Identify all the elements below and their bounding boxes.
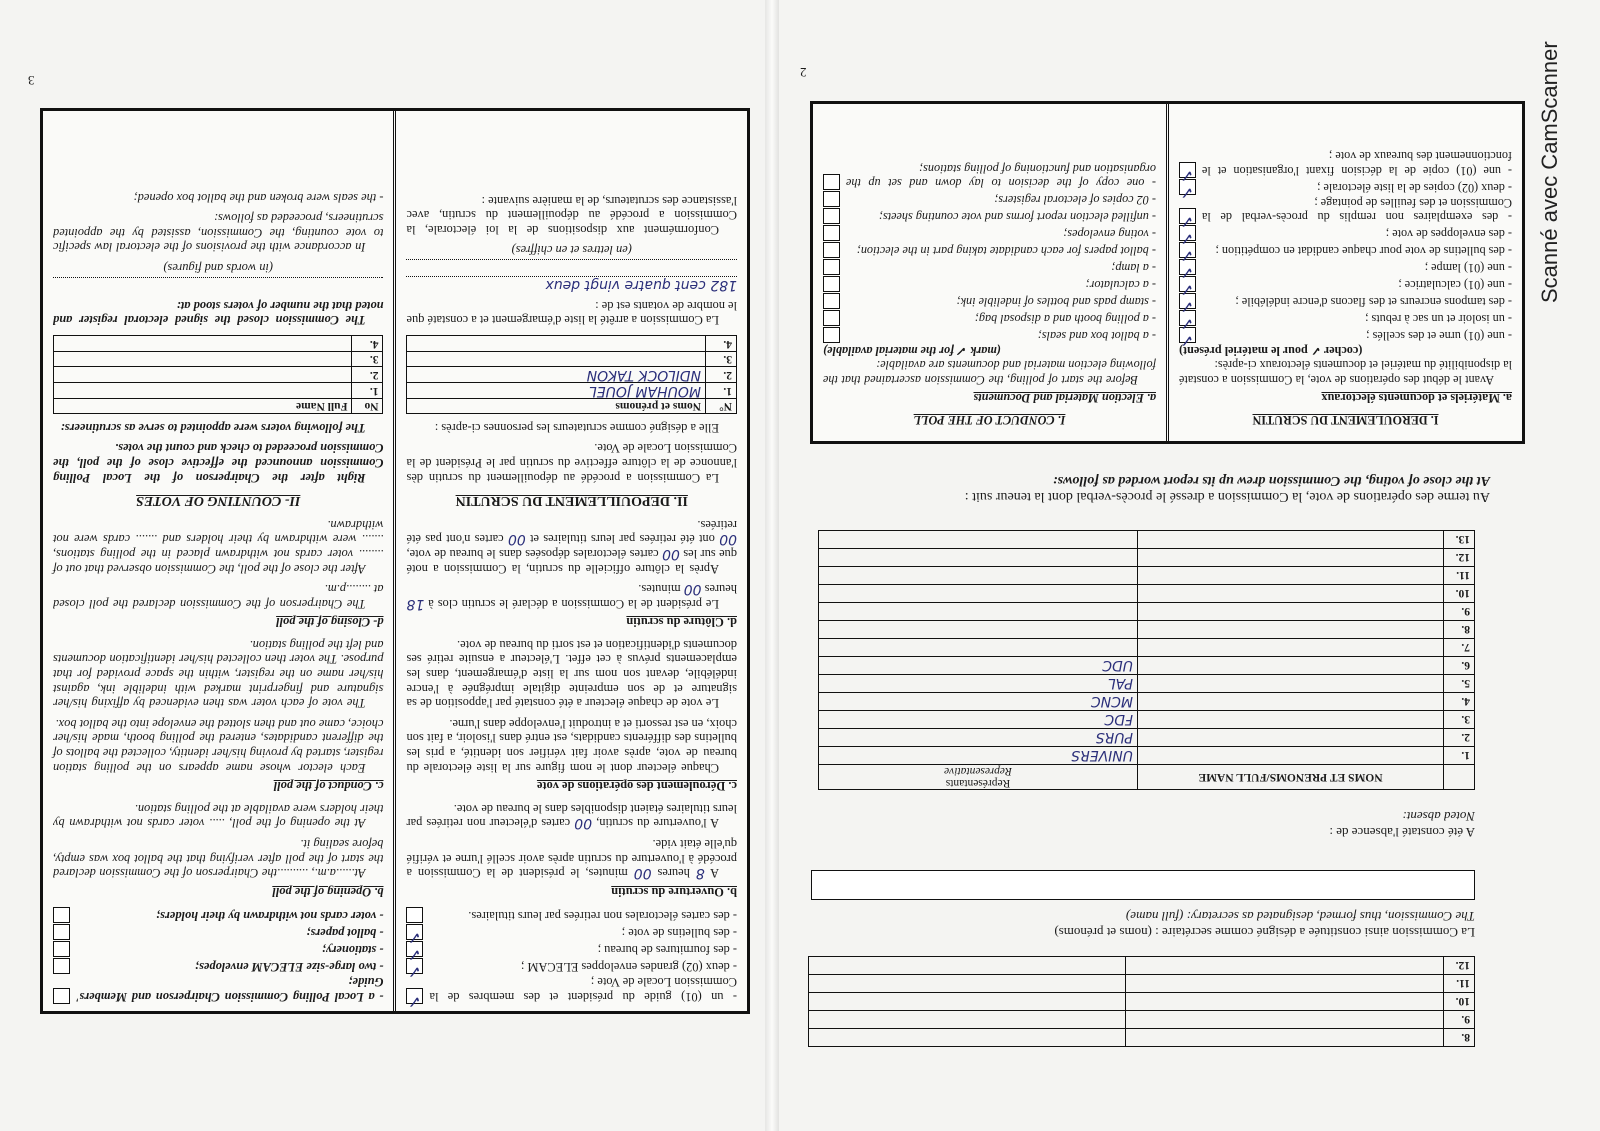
- table-row: [819, 639, 1475, 657]
- checklist-item-label: - des cartes électorales non retirées par leurs titulaires.: [468, 908, 737, 923]
- table-cell-rep[interactable]: [819, 531, 1138, 549]
- row-number: 5.: [1444, 675, 1475, 693]
- col-header-representative: Représentants Representative: [819, 765, 1138, 790]
- en-opening-p1: At......a.m., ..........the Chairperson of the Commission declared the start of the poll after verifying that the ballot box was empty, before sealing it.: [53, 837, 384, 881]
- checkbox-icon[interactable]: [823, 191, 840, 207]
- checklist-item: [1179, 310, 1512, 326]
- checked-checkbox-icon[interactable]: [1179, 208, 1196, 224]
- table-cell[interactable]: [809, 1011, 1127, 1029]
- table-row: [407, 383, 737, 399]
- row-number: 3.: [352, 351, 383, 367]
- table-cell-name[interactable]: [1138, 621, 1444, 639]
- checklist-item-label: - une (01) calculatrice ;: [1398, 277, 1512, 292]
- absent-label-fr: A été constaté l'absence de :: [1329, 825, 1475, 840]
- checklist-item: [823, 242, 1156, 258]
- report-intro-fr: Au terme des opérations de vote, la Commission a dressé le procès-verbal dont la teneur suit :: [964, 489, 1490, 504]
- table-cell[interactable]: [1126, 975, 1444, 993]
- table-row: [407, 351, 737, 367]
- checklist-item-label: - a calculator;: [1085, 277, 1156, 292]
- row-number: 4.: [706, 336, 737, 352]
- row-number: 2.: [706, 367, 737, 383]
- checklist-item: [407, 975, 738, 1004]
- checklist-item: [1179, 293, 1512, 309]
- table-cell-name[interactable]: [1138, 531, 1444, 549]
- en-closing-p2: After the close of the poll, the Commission observed that out of ........ voter cards not withdrawn placed in the polling stations, ....... were withdrawn by their holders and ....... cards were not withdrawn.: [53, 517, 384, 576]
- checklist-item: [1179, 276, 1512, 292]
- checkbox-icon[interactable]: [823, 225, 840, 241]
- table-cell-rep[interactable]: [819, 567, 1138, 585]
- table-row: [819, 729, 1475, 747]
- report-intro-en: At the close of voting, the Commission drew up its report worded as follows:: [1052, 473, 1490, 488]
- page-fold: [765, 0, 779, 1131]
- english-column: [43, 111, 397, 1011]
- checklist-item: [823, 310, 1156, 326]
- table-row: [809, 993, 1475, 1011]
- checklist-item-label: - un isoloir et un sac à rebuts ;: [1365, 311, 1512, 326]
- row-number: 3.: [1444, 711, 1475, 729]
- table-cell-rep[interactable]: UDC: [819, 657, 1138, 675]
- checklist-item: [1179, 196, 1512, 224]
- checklist-item: [1179, 259, 1512, 275]
- table-row: [809, 957, 1475, 975]
- en-counting-p1: Right after the Chairperson of the Local Polling Commission announced the effective close of the poll, the Commission proceeded to check and count the votes.: [53, 441, 384, 485]
- fr-final-text: Conformément aux dispositions de la loi électorale, la Commission a procédé au dépouillement du scrutin, avec l'assistance des scrutateurs, de la manière suivante :: [406, 193, 737, 237]
- fr-closing-p2: Après la clôture officielle du scrutin, la Commission a noté que sur les 00 cartes électorales déposées dans le bureau de vote, 00 ont été retirées par leurs titulaires et 00 cartes n'ont pas été retirées.: [406, 517, 737, 576]
- col-header-number: N°: [706, 398, 737, 414]
- fr-material-list: [407, 907, 738, 1004]
- checklist-item: [823, 276, 1156, 292]
- en-section-intro: Before the start of polling, the Commission ascertained that the following election material and documents are available:: [823, 358, 1156, 387]
- fr-opening-cards: A l'ouverture du scrutin, 00 cartes d'électeur non retirées par leurs titulaires étaient disponibles dans le bureau de vote.: [406, 801, 737, 832]
- secretary-field[interactable]: [811, 870, 1475, 900]
- checkbox-icon[interactable]: [407, 907, 424, 923]
- fr-conduct-title: c. Déroulement des opérations de vote: [536, 779, 737, 794]
- table-cell[interactable]: [1126, 993, 1444, 1011]
- en-conduct-title: c. Conduct of the poll: [273, 779, 384, 794]
- table-row: [819, 603, 1475, 621]
- table-cell[interactable]: [1126, 1011, 1444, 1029]
- col-header-name: Full Name: [54, 398, 353, 414]
- checklist-item-label: - des bulletins de vote pour chaque candidat en compétition ;: [1215, 243, 1512, 258]
- col-header-name: Noms et prénoms: [407, 398, 706, 414]
- fr-counting-p2: Elle a désigné comme scrutateurs les personnes ci-après :: [434, 420, 719, 435]
- checkbox-icon[interactable]: [53, 924, 70, 940]
- row-number: 13.: [1444, 531, 1475, 549]
- table-cell-rep[interactable]: [819, 585, 1138, 603]
- fr-opening-text: A 8 heures 00 minutes, le président de la Commission a procédé à l'ouverture du scrutin après avoir scellé l'urne et vérifié qu'elle était vide.: [406, 837, 737, 882]
- fr-opening-title: b. Ouverture du scrutin: [611, 884, 737, 899]
- checkbox-icon[interactable]: [823, 276, 840, 292]
- checklist-item-label: - des exemplaires non remplis du procès-verbal de la Commission et des feuilles de pointage ;: [1202, 195, 1512, 224]
- checkbox-icon[interactable]: [53, 907, 70, 923]
- checkbox-icon[interactable]: [823, 174, 840, 190]
- en-section-note: (mark ✓ for the material available): [823, 344, 1001, 359]
- row-number: 8.: [1444, 1029, 1475, 1047]
- checklist-item: [1179, 327, 1512, 343]
- col-header-full-name: NOMS ET PRENOMS/FULL NAME: [1138, 765, 1444, 790]
- checklist-item: [823, 162, 1156, 190]
- camscanner-watermark: Scanné avec CamScanner: [1537, 41, 1562, 303]
- table-cell-rep[interactable]: PURS: [819, 729, 1138, 747]
- checklist-item: [407, 941, 738, 957]
- checklist-item-label: - deux (02) grandes enveloppes ELECAM ;: [520, 959, 737, 974]
- table-cell-name[interactable]: [1138, 639, 1444, 657]
- fr-voters-note: (en lettres et en chiffres): [511, 243, 632, 258]
- checklist-item: [1179, 149, 1512, 177]
- checkbox-icon[interactable]: [823, 310, 840, 326]
- table-cell-name[interactable]: [407, 351, 706, 367]
- secretary-label-fr: La Commission ainsi constituée a désigné comme secrétaire : (noms et prénoms): [1054, 925, 1475, 940]
- table-cell[interactable]: [809, 957, 1127, 975]
- table-row: [819, 549, 1475, 567]
- en-material-checklist: [823, 162, 1156, 343]
- checkbox-icon[interactable]: [53, 958, 70, 974]
- checkbox-icon[interactable]: [53, 988, 70, 1004]
- table-row: [54, 383, 384, 399]
- table-cell-name[interactable]: [54, 367, 353, 383]
- en-section-title: I. CONDUCT OF THE POLL: [913, 413, 1066, 427]
- table-row: [819, 567, 1475, 585]
- row-number: 10.: [1444, 993, 1475, 1011]
- row-number: 4.: [352, 336, 383, 352]
- table-cell[interactable]: [1126, 957, 1444, 975]
- row-number: 2.: [352, 367, 383, 383]
- table-cell-rep[interactable]: PAL: [819, 675, 1138, 693]
- table-cell-rep[interactable]: [819, 621, 1138, 639]
- checklist-item-label: - a ballot box and seals;: [1037, 328, 1156, 343]
- en-closing-title: d- Closing of the poll: [276, 615, 384, 630]
- left-page: [40, 108, 750, 1014]
- checklist-item: [823, 225, 1156, 241]
- page-number-left: 3: [28, 73, 35, 88]
- en-final-item: - the seals were broken and the ballot box opened;: [133, 190, 384, 205]
- table-row: [54, 336, 384, 352]
- table-row: [819, 711, 1475, 729]
- row-number: 11.: [1444, 567, 1475, 585]
- checklist-item: [53, 924, 384, 940]
- secretary-label: [808, 908, 1475, 940]
- fr-voters-value[interactable]: 182 cent quatre vingt deux: [407, 276, 738, 292]
- table-cell-rep[interactable]: UNIVERS: [819, 747, 1138, 765]
- checklist-item: [823, 191, 1156, 207]
- table-row: [407, 336, 737, 352]
- fr-material-checklist: [1179, 149, 1512, 343]
- table-row: [809, 1011, 1475, 1029]
- table-cell-name[interactable]: [1138, 747, 1444, 765]
- checklist-item: [53, 907, 384, 923]
- row-number: 3.: [706, 351, 737, 367]
- table-cell-name[interactable]: NDILOCK TAKON: [407, 367, 706, 383]
- row-number: 2.: [1444, 729, 1475, 747]
- table-cell-name[interactable]: [54, 383, 353, 399]
- en-conduct-column: [813, 104, 1169, 441]
- en-section-subtitle: a. Election Material and Documents: [973, 390, 1156, 405]
- checklist-item-label: - ballot papers for each candidate taking part in the election;: [856, 243, 1156, 258]
- fr-section-title: I. DEROULEMENT DU SCRUTIN: [1252, 413, 1439, 427]
- row-number: 7.: [1444, 639, 1475, 657]
- row-number: 4.: [1444, 693, 1475, 711]
- checklist-item-label: - voter cards not withdrawn by their holders;: [155, 908, 384, 923]
- checklist-item-label: - a lamp;: [1111, 260, 1156, 275]
- table-row: [54, 367, 384, 383]
- table-cell-name[interactable]: [1138, 567, 1444, 585]
- row-number: 11.: [1444, 975, 1475, 993]
- checklist-item: [53, 958, 384, 974]
- en-conduct-p1: Each elector whose name appears on the polling station register, started by proving his/her identity, collected the ballots of the different candidates, entered the polling booth, made his/her choice, came out and then slotted the envelope into the ballot box.: [53, 716, 384, 775]
- checked-checkbox-icon[interactable]: [407, 924, 424, 940]
- en-material-list: [53, 907, 384, 1004]
- en-counting-p2: The following voters were appointed to serve as scrutineers:: [60, 420, 366, 435]
- checklist-item-label: - a polling booth and a disposal bag;: [974, 311, 1156, 326]
- table-row: [809, 1029, 1475, 1047]
- row-number: 12.: [1444, 957, 1475, 975]
- fr-closing-title: d. Clôture du scrutin: [626, 615, 737, 630]
- table-cell-rep[interactable]: [819, 603, 1138, 621]
- table-cell-name[interactable]: [1138, 603, 1444, 621]
- fr-scrutateurs-table: [407, 335, 738, 414]
- checklist-item: [1179, 242, 1512, 258]
- checklist-item-label: - une (01) lampe ;: [1424, 260, 1512, 275]
- row-number: 1.: [706, 383, 737, 399]
- en-counting-title: II- COUNTING OF VOTES: [136, 493, 301, 509]
- en-scrutineers-table: [53, 335, 384, 414]
- table-cell-name[interactable]: [1138, 657, 1444, 675]
- report-intro: [965, 472, 1490, 504]
- checklist-item-label: - des bulletins de vote ;: [621, 925, 737, 940]
- absent-table: [818, 530, 1475, 790]
- fr-voters-line: [407, 259, 738, 274]
- fr-voters-text: La Commission a arrêté la liste d'émargement et a constaté que le nombre de votants est de :: [406, 298, 737, 328]
- checklist-item-label: - two large-size ELECAM envelopes;: [194, 959, 384, 974]
- table-cell-rep[interactable]: MCNC: [819, 693, 1138, 711]
- checklist-item-label: - des tampons encreurs et des flacons d'encre indélébile ;: [1235, 294, 1512, 309]
- checklist-item-label: - un (01) guide du président et des membres de la Commission Locale de Vote ;: [429, 975, 737, 1004]
- checklist-item: [53, 975, 384, 1004]
- checklist-item: [1179, 179, 1512, 195]
- table-cell-name[interactable]: [1138, 675, 1444, 693]
- table-row: [819, 747, 1475, 765]
- checklist-item-label: - voting envelopes;: [1063, 226, 1156, 241]
- checkbox-icon[interactable]: [53, 941, 70, 957]
- fr-counting-p1: La Commission a procédé au dépouillement du scrutin dès l'annonce de la clôture effective du scrutin par le Président de la Commission Locale de Vote.: [406, 441, 737, 485]
- checkbox-icon[interactable]: [823, 259, 840, 275]
- checkbox-icon[interactable]: [823, 327, 840, 343]
- table-cell-rep[interactable]: [819, 639, 1138, 657]
- checklist-item-label: - one copy of the decision to lay down and set up the organisation and functioning of polling stations;: [846, 161, 1156, 190]
- checkbox-icon[interactable]: [823, 293, 840, 309]
- table-row: [819, 657, 1475, 675]
- table-row: [809, 975, 1475, 993]
- checklist-item: [823, 327, 1156, 343]
- checklist-item: [407, 907, 738, 923]
- table-cell-name[interactable]: [1138, 585, 1444, 603]
- fr-conduct-p2: Le vote de chaque électeur a été constaté par l'apposition de sa signature et de son empreinte digitale imprégnée à l'encre indélébile, devant son nom sur la liste d'émargement, dans les emplacements prévus à cet effet. L'électeur a ensuite retiré ses documents d'identification et est sorti du bureau de vote.: [406, 637, 737, 711]
- checklist-item-label: - stamp pads and bottles of indelible ink;: [956, 294, 1156, 309]
- table-cell[interactable]: [809, 1029, 1127, 1047]
- table-cell-name[interactable]: [54, 351, 353, 367]
- col-header-number: No: [352, 398, 383, 414]
- table-cell-name[interactable]: [1138, 729, 1444, 747]
- fr-counting-title: II. DEPOUILLEMENT DU SCRUTIN: [455, 493, 688, 509]
- checklist-item: [1179, 225, 1512, 241]
- checklist-item-label: - a Local Polling Commission Chairperson and Members' Guide;: [76, 975, 384, 1004]
- checklist-item-label: - ballot papers;: [306, 925, 384, 940]
- table-row: [819, 585, 1475, 603]
- table-row: [819, 621, 1475, 639]
- fr-section-note: (cocher ✓ pour le matériel présent): [1179, 344, 1363, 359]
- checklist-item-label: - unfilled election report forms and vote counting sheets;: [878, 209, 1156, 224]
- table-cell-name[interactable]: [1138, 693, 1444, 711]
- checklist-item-label: - des enveloppes de vote ;: [1385, 226, 1512, 241]
- checklist-item: [823, 259, 1156, 275]
- fr-section-subtitle: a. Matériels et documents électoraux: [1321, 390, 1512, 405]
- checklist-item-label: - stationery;: [321, 942, 384, 957]
- table-cell-name[interactable]: [54, 336, 353, 352]
- checked-checkbox-icon[interactable]: [407, 988, 424, 1004]
- en-conduct-p2: The vote of each voter was then evidenced by affixing his/her signature and fingerprint marked with indelible ink, against his/her name on the register, within the space provided for that purpose. The voter then collected his/her identification documents and left the polling station.: [53, 637, 384, 711]
- table-cell[interactable]: [809, 993, 1127, 1011]
- table-cell-rep[interactable]: [819, 549, 1138, 567]
- secretary-label-en: The Commission, thus formed, designated as secretary: (full name): [1125, 909, 1475, 924]
- table-cell-name[interactable]: [407, 336, 706, 352]
- checklist-item-label: - une (01) copie de la décision fixant l'organisation et le fonctionnement des bureaux de vote ;: [1202, 149, 1512, 178]
- checklist-item: [823, 293, 1156, 309]
- table-cell-name[interactable]: MOUHAM JOUEL: [407, 383, 706, 399]
- table-row: [819, 675, 1475, 693]
- checked-checkbox-icon[interactable]: [1179, 162, 1196, 178]
- table-cell-name[interactable]: [1138, 711, 1444, 729]
- checklist-item: [407, 924, 738, 940]
- table-cell[interactable]: [809, 975, 1127, 993]
- table-row: [407, 367, 737, 383]
- fr-conduct-p1: Chaque électeur dont le nom figure sur la liste électorale du bureau de vote, après avoir fait vérifier son identité, a pris les bulletins des différents candidats, est entré dans l'isoloir, a fait son choix, en est ressorti et a introduit l'enveloppe dans l'urne.: [406, 716, 737, 775]
- checklist-item-label: - des fournitures de bureau ;: [597, 942, 737, 957]
- row-number: 8.: [1444, 621, 1475, 639]
- table-cell-rep[interactable]: FDC: [819, 711, 1138, 729]
- table-row: [54, 351, 384, 367]
- en-closing-p1: The Chairperson of the Commission declared the poll closed at ........p.m.: [53, 582, 384, 611]
- checklist-item-label: - deux (02) copies de la liste électorale ;: [1317, 180, 1512, 195]
- en-opening-title: b. Opening of the poll: [272, 884, 384, 899]
- checklist-item: [407, 958, 738, 974]
- row-number: 10.: [1444, 585, 1475, 603]
- table-row: [819, 693, 1475, 711]
- row-number: 1.: [352, 383, 383, 399]
- row-number: 9.: [1444, 1011, 1475, 1029]
- table-row: [819, 531, 1475, 549]
- checkbox-icon[interactable]: [823, 208, 840, 224]
- continuation-table: [808, 956, 1475, 1047]
- en-opening-p2: At the opening of the poll, ..... voter cards not withdrawn by their holders were available at the polling station.: [53, 801, 384, 831]
- conduct-of-poll-box: [810, 101, 1525, 444]
- en-final-text: In accordance with the provisions of the electoral law specific to vote counting, the Commission, assisted by the appointed scrutineers, proceeded as follows:: [53, 211, 384, 255]
- absent-label-en: Noted absent:: [1402, 809, 1475, 824]
- fr-closing-p1: Le président de la Commission a déclaré le scrutin clos à 18 heures 00 minutes.: [406, 581, 737, 612]
- fr-conduct-column: [1169, 104, 1522, 441]
- french-column: [397, 111, 748, 1011]
- en-voters-note: (in words and figures): [163, 261, 274, 276]
- checklist-item-label: - 02 copies of electoral registers;: [994, 192, 1156, 207]
- table-cell-name[interactable]: [1138, 549, 1444, 567]
- row-number: 1.: [1444, 747, 1475, 765]
- row-number: 9.: [1444, 603, 1475, 621]
- checklist-item: [53, 941, 384, 957]
- table-cell[interactable]: [1126, 1029, 1444, 1047]
- checklist-item-label: - une (01) urne et des scellés ;: [1366, 328, 1512, 343]
- en-voters-line[interactable]: [53, 277, 384, 292]
- page-number-right: 2: [800, 65, 807, 80]
- en-voters-text: The Commission closed the signed electoral register and noted that the number of voters stood at:: [53, 298, 384, 328]
- row-number: 6.: [1444, 657, 1475, 675]
- row-number: 12.: [1444, 549, 1475, 567]
- checklist-item: [823, 208, 1156, 224]
- right-page: [800, 100, 1530, 1052]
- fr-section-intro: Avant le début des opérations de vote, la Commission a constaté la disponibilité du matériel et documents électoraux ci-après:: [1179, 358, 1512, 387]
- absent-label: [1329, 808, 1475, 840]
- checkbox-icon[interactable]: [823, 242, 840, 258]
